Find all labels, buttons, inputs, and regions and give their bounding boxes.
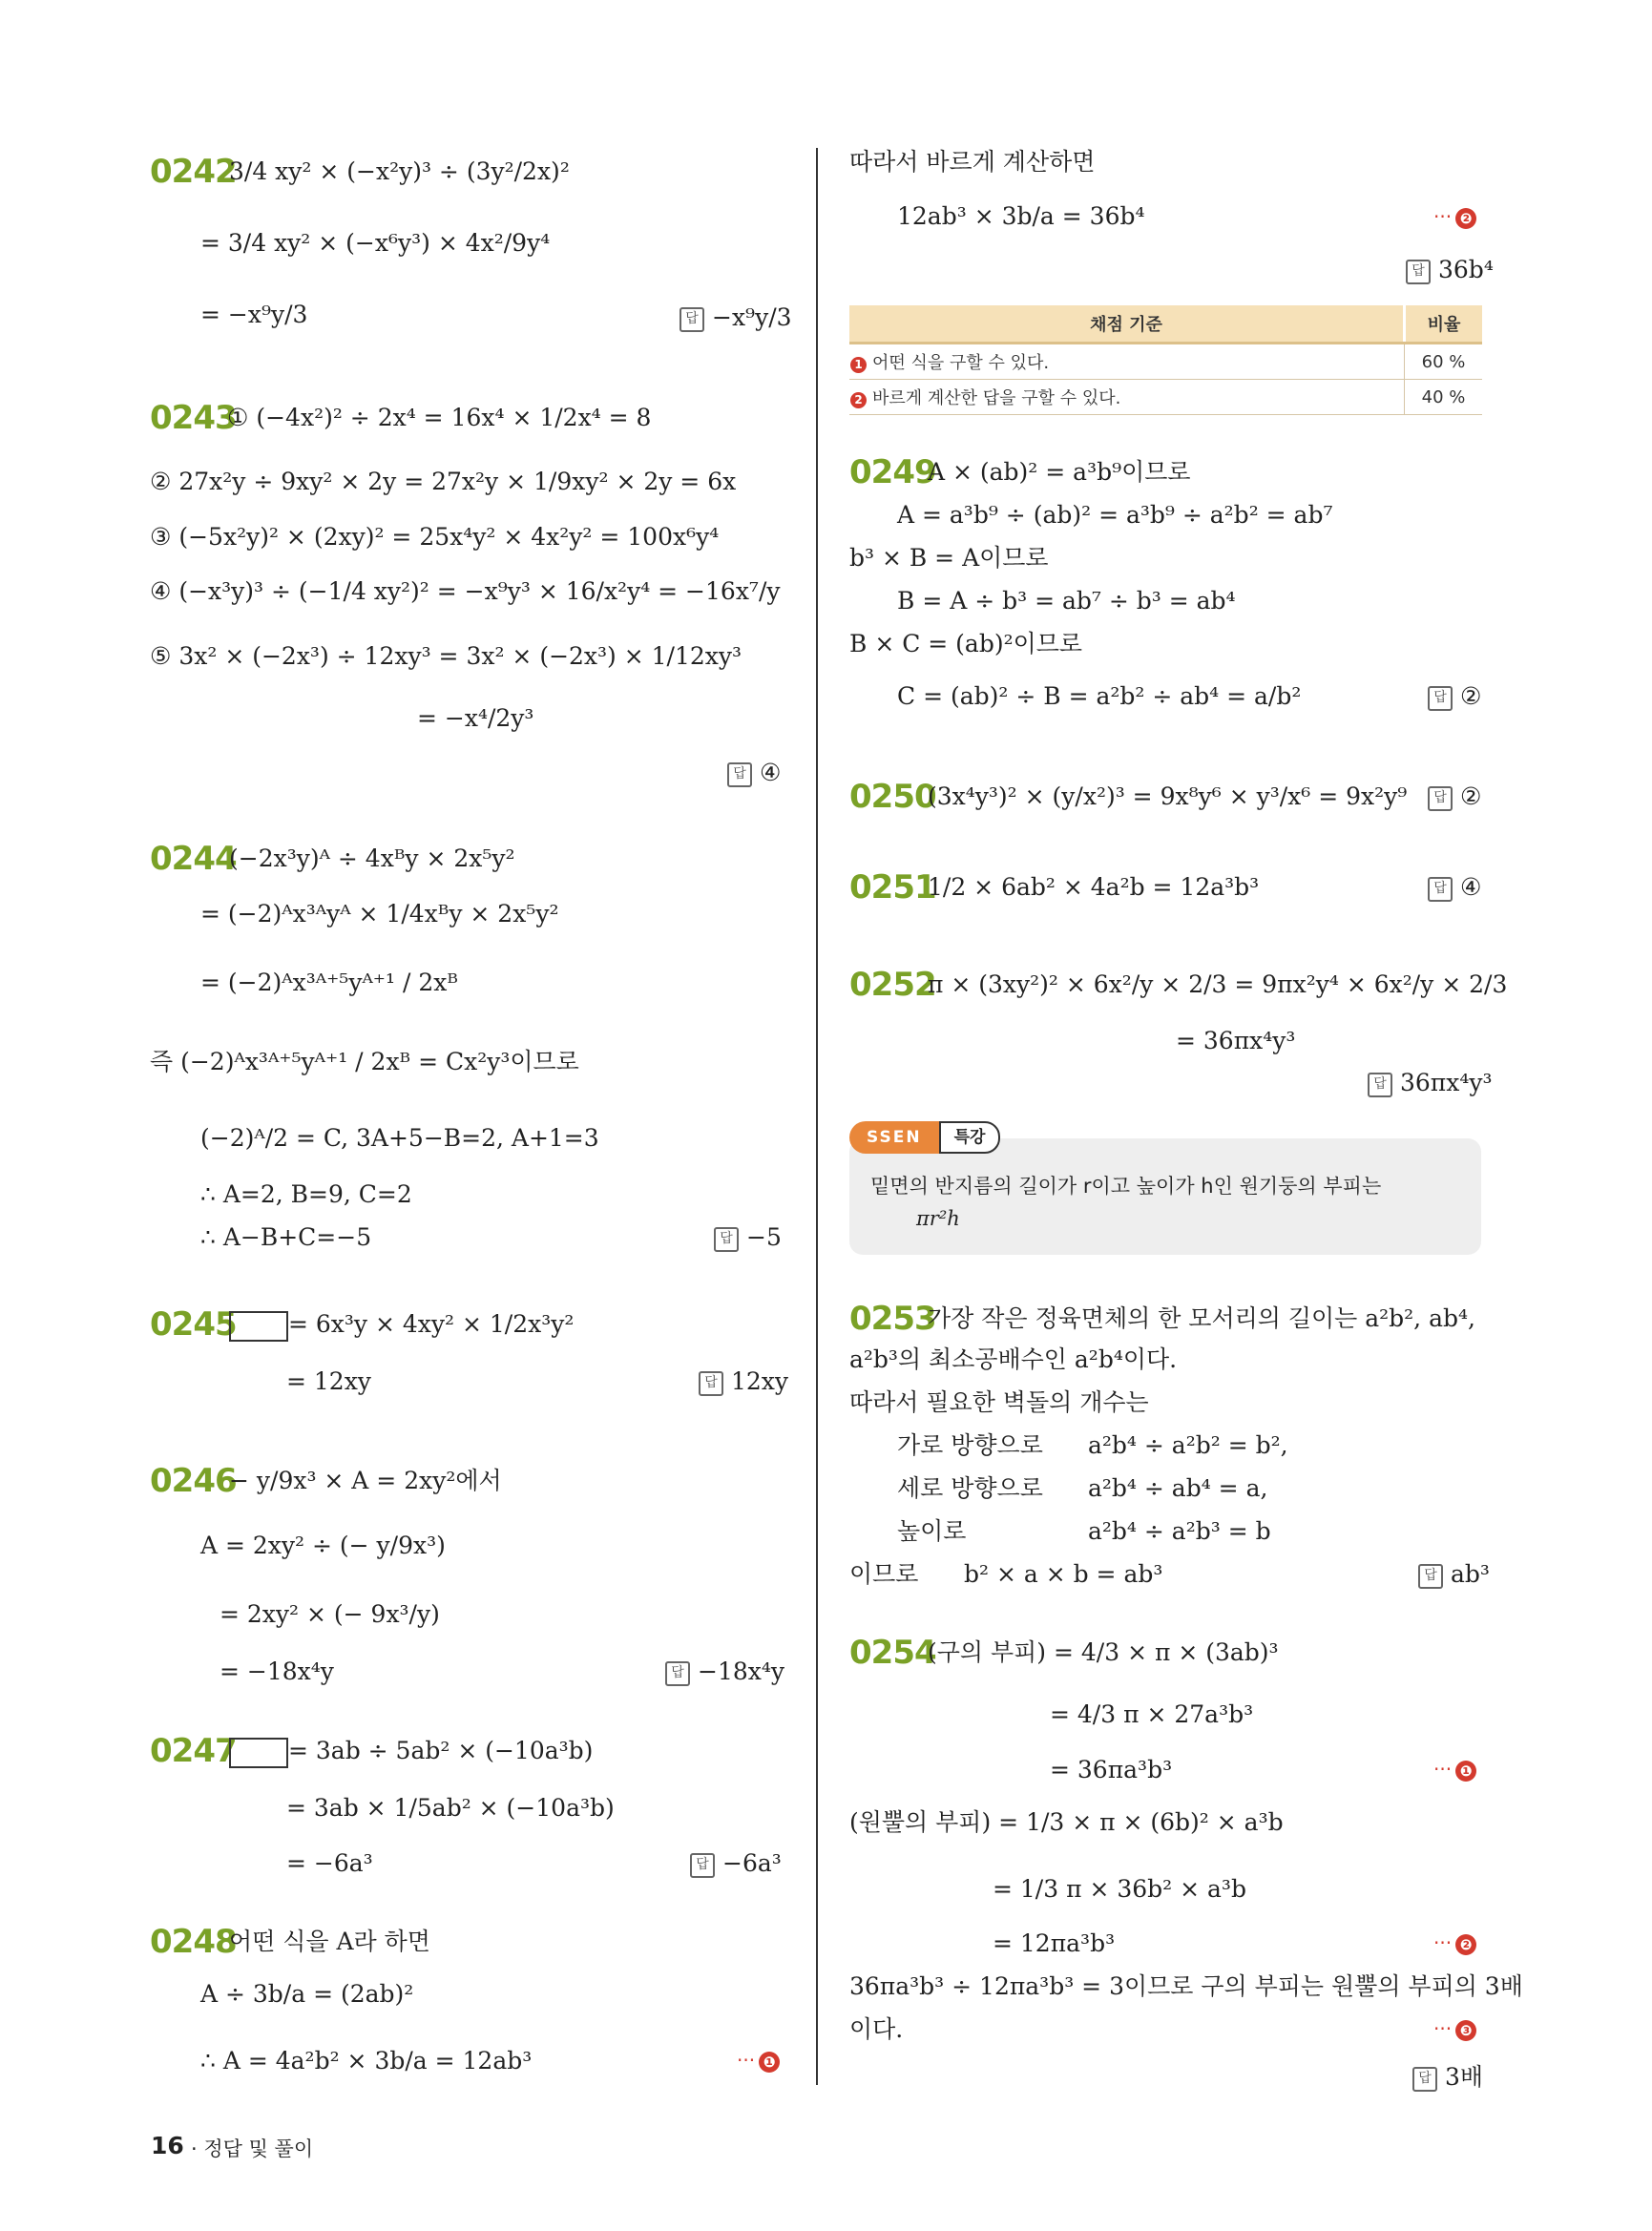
solution-line: A = 2xy² ÷ (− y/9x³) [200, 1532, 446, 1559]
solution-text: = 3ab ÷ 5ab² × (−10a³b) [288, 1737, 594, 1764]
criteria-text: 어떤 식을 구할 수 있다. [872, 353, 1050, 373]
problem-number: 0246 [150, 1462, 237, 1500]
scoring-table [849, 305, 1482, 415]
answer [1418, 1560, 1490, 1589]
answer-value: ab³ [1451, 1560, 1490, 1588]
solution-line: = 36πa³b³ [1050, 1756, 1173, 1783]
answer [665, 1658, 784, 1686]
table-header-criteria: 채점 기준 [849, 305, 1405, 344]
solution-line: ② 27x²y ÷ 9xy² × 2y = 27x²y × 1/9xy² × 2y = 6x [150, 468, 737, 495]
solution-line: a²b⁴ ÷ ab⁴ = a, [1088, 1474, 1268, 1502]
step-marker: ··· ❷ [1433, 1931, 1476, 1955]
solution-line: ③ (−5x²y)² × (2xy)² = 25x⁴y² × 4x²y² = 100x⁶y⁴ [150, 523, 720, 551]
answer-value: ④ [760, 759, 782, 786]
solution-line: ∴ A−B+C=−5 [200, 1223, 372, 1251]
step-marker: ··· ❷ [1433, 205, 1476, 229]
solution-line: = −18x⁴y [220, 1658, 334, 1685]
answer [1428, 782, 1481, 811]
solution-line: ∴ A = 4a²b² × 3b/a = 12ab³ [200, 2047, 533, 2075]
page-number: 16 [151, 2132, 184, 2159]
step-number: ❷ [1455, 208, 1476, 229]
solution-line: 이다. [849, 2015, 904, 2043]
solution-line: B = A ÷ b³ = ab⁷ ÷ b³ = ab⁴ [897, 587, 1236, 615]
blank-box [229, 1738, 288, 1768]
answer-box-icon: 답 [1428, 877, 1453, 902]
answer-value: 36πx⁴y³ [1400, 1069, 1493, 1096]
answer [1412, 2058, 1483, 2093]
solution-line: ⑤ 3x² × (−2x³) ÷ 12xy³ = 3x² × (−2x³) × 1/12xy³ [150, 642, 742, 670]
step-number: ❶ [759, 2052, 780, 2073]
answer [727, 759, 781, 787]
solution-line [229, 1737, 593, 1768]
solution-line: = −6a³ [286, 1849, 373, 1877]
solution-line: (−2x³y)ᴬ ÷ 4xᴮy × 2x⁵y² [229, 844, 515, 872]
problem-number: 0247 [150, 1732, 237, 1770]
solution-line [229, 1310, 574, 1342]
solution-line: = 12πa³b³ [993, 1929, 1116, 1957]
solution-line: ∴ A=2, B=9, C=2 [200, 1180, 412, 1208]
problem-number: 0243 [150, 399, 237, 437]
tip-badge-label: SSEN [849, 1121, 939, 1154]
problem-number: 0251 [849, 868, 936, 907]
answer-box-icon: 답 [1412, 2067, 1437, 2092]
solution-line: = 4/3 π × 27a³b³ [1050, 1700, 1254, 1728]
tip-formula: πr²h [916, 1207, 960, 1230]
problem-number: 0248 [150, 1923, 237, 1961]
solution-line: a²b³의 최소공배수인 a²b⁴이다. [849, 1345, 1178, 1373]
table-cell-criteria [849, 380, 1405, 415]
tip-badge [849, 1119, 1000, 1156]
answer-value: ② [1460, 682, 1482, 710]
solution-line: π × (3xy²)² × 6x²/y × 2/3 = 9πx²y⁴ × 6x²/y × 2/3 [928, 970, 1508, 998]
step-number: 1 [850, 357, 867, 373]
problem-number: 0245 [150, 1305, 237, 1344]
problem-number: 0244 [150, 840, 237, 878]
table-row [849, 380, 1482, 415]
solution-line: 3/4 xy² × (−x²y)³ ÷ (3y²/2x)² [229, 157, 570, 185]
step-number: ❸ [1455, 2020, 1476, 2041]
solution-line: − y/9x³ × A = 2xy²에서 [229, 1467, 502, 1494]
solution-line: 가장 작은 정육면체의 한 모서리의 길이는 a²b², ab⁴, [928, 1304, 1475, 1332]
answer-value: −6a³ [722, 1849, 782, 1877]
criteria-text: 바르게 계산한 답을 구할 수 있다. [872, 388, 1121, 408]
solution-line: a²b⁴ ÷ a²b² = b², [1088, 1431, 1288, 1459]
answer-box-icon: 답 [690, 1853, 715, 1878]
solution-line: = 1/3 π × 36b² × a³b [993, 1875, 1246, 1903]
answer-value: ② [1460, 782, 1482, 810]
solution-line: = (−2)ᴬx³ᴬyᴬ × 1/4xᴮy × 2x⁵y² [200, 900, 559, 928]
answer-value: −5 [746, 1223, 782, 1251]
step-marker: ··· ❶ [1433, 1758, 1476, 1782]
solution-line: a²b⁴ ÷ a²b³ = b [1088, 1517, 1271, 1545]
problem-number: 0249 [849, 453, 936, 491]
step-marker: ··· ❶ [737, 2049, 780, 2073]
tip-text: 밑면의 반지름의 길이가 r이고 높이가 h인 원기둥의 부피는 [870, 1175, 1382, 1198]
solution-line: b³ × B = A이므로 [849, 544, 1049, 572]
table-cell-ratio: 60 % [1405, 344, 1483, 380]
solution-line: b² × a × b = ab³ [964, 1560, 1163, 1588]
step-number: 2 [850, 392, 867, 408]
problem-number: 0250 [849, 778, 936, 816]
answer-value: 12xy [731, 1367, 789, 1395]
solution-line: B × C = (ab)²이므로 [849, 630, 1083, 657]
solution-line: = 3ab × 1/5ab² × (−10a³b) [286, 1794, 615, 1822]
solution-line: = −x⁹y/3 [200, 301, 308, 328]
answer [690, 1849, 782, 1878]
solution-line: = 12xy [286, 1367, 371, 1395]
solution-line: A = a³b⁹ ÷ (ab)² = a³b⁹ ÷ a²b² = ab⁷ [897, 501, 1333, 529]
table-header-row [849, 305, 1482, 344]
answer-value: ④ [1460, 873, 1482, 901]
tip-badge-label: 특강 [939, 1121, 1001, 1154]
solution-line: (구의 부피) = 4/3 × π × (3ab)³ [928, 1638, 1279, 1666]
solution-line: = (−2)ᴬx³ᴬ⁺⁵yᴬ⁺¹ / 2xᴮ [200, 969, 458, 996]
solution-text: = 6x³y × 4xy² × 1/2x³y² [288, 1310, 575, 1338]
solution-line: = 36πx⁴y³ [1176, 1027, 1296, 1054]
problem-number: 0254 [849, 1634, 936, 1672]
solution-line: ④ (−x³y)³ ÷ (−1/4 xy²)² = −x⁹y³ × 16/x²y⁴ = −16x⁷/y [150, 577, 781, 605]
table-header-ratio: 비율 [1405, 305, 1483, 344]
solution-line: 이므로 [849, 1560, 919, 1588]
solution-line: 가로 방향으로 [897, 1431, 1043, 1459]
answer [1428, 682, 1481, 711]
solution-line: 세로 방향으로 [897, 1474, 1043, 1502]
problem-number: 0252 [849, 966, 936, 1004]
blank-box [229, 1311, 288, 1342]
answer [699, 1367, 788, 1396]
solution-line: ① (−4x²)² ÷ 2x⁴ = 16x⁴ × 1/2x⁴ = 8 [227, 404, 652, 431]
solution-line: 따라서 필요한 벽돌의 개수는 [849, 1388, 1149, 1416]
answer-value: −x⁹y/3 [712, 303, 792, 331]
solution-line: 36πa³b³ ÷ 12πa³b³ = 3이므로 구의 부피는 원뿔의 부피의 3배 [849, 1972, 1523, 2000]
answer [1428, 873, 1481, 902]
step-number: ❷ [1455, 1934, 1476, 1955]
solution-line: 1/2 × 6ab² × 4a²b = 12a³b³ [928, 873, 1260, 901]
step-marker: ··· ❸ [1433, 2017, 1476, 2041]
answer-box-icon: 답 [1428, 686, 1453, 711]
solution-line: = 2xy² × (− 9x³/y) [220, 1600, 440, 1628]
solution-line: (원뿔의 부피) = 1/3 × π × (6b)² × a³b [849, 1808, 1284, 1836]
solution-line: 높이로 [897, 1517, 967, 1545]
answer-box-icon: 답 [1368, 1073, 1392, 1097]
answer-box-icon: 답 [1418, 1564, 1443, 1589]
solution-line: 12ab³ × 3b/a = 36b⁴ [897, 202, 1145, 230]
answer-box-icon: 답 [680, 307, 704, 332]
column-divider [816, 148, 818, 2085]
solution-line: A × (ab)² = a³b⁹이므로 [928, 458, 1191, 486]
answer [1368, 1069, 1493, 1097]
solution-line: 따라서 바르게 계산하면 [849, 148, 1096, 176]
solution-line: C = (ab)² ÷ B = a²b² ÷ ab⁴ = a/b² [897, 682, 1302, 710]
answer-value: 36b⁴ [1438, 256, 1494, 283]
page-footer-label: · 정답 및 풀이 [191, 2137, 314, 2160]
table-cell-ratio: 40 % [1405, 380, 1483, 415]
step-number: ❶ [1455, 1761, 1476, 1782]
table-cell-criteria [849, 344, 1405, 380]
answer-box-icon: 답 [1406, 260, 1431, 284]
solution-line: (3x⁴y³)² × (y/x²)³ = 9x⁸y⁶ × y³/x⁶ = 9x²y⁹ [928, 782, 1408, 810]
answer-box-icon: 답 [714, 1227, 739, 1252]
problem-number: 0253 [849, 1300, 936, 1338]
solution-line: = 3/4 xy² × (−x⁶y³) × 4x²/9y⁴ [200, 229, 551, 257]
solution-line: 어떤 식을 A라 하면 [229, 1928, 430, 1955]
answer-box-icon: 답 [727, 762, 752, 787]
answer [1406, 256, 1494, 284]
solution-line: (−2)ᴬ/2 = C, 3A+5−B=2, A+1=3 [200, 1124, 599, 1152]
answer-box-icon: 답 [1428, 786, 1453, 811]
problem-number: 0242 [150, 153, 237, 191]
answer-value: −18x⁴y [698, 1658, 785, 1685]
answer-box-icon: 답 [665, 1661, 690, 1686]
solution-line: A ÷ 3b/a = (2ab)² [200, 1980, 414, 2008]
solution-line: 즉 (−2)ᴬx³ᴬ⁺⁵yᴬ⁺¹ / 2xᴮ = Cx²y³이므로 [150, 1048, 579, 1075]
table-row [849, 344, 1482, 380]
answer-value: 3배 [1445, 2063, 1484, 2091]
answer [680, 303, 792, 332]
answer-box-icon: 답 [699, 1371, 723, 1396]
answer [714, 1223, 782, 1252]
solution-line: = −x⁴/2y³ [417, 704, 534, 732]
